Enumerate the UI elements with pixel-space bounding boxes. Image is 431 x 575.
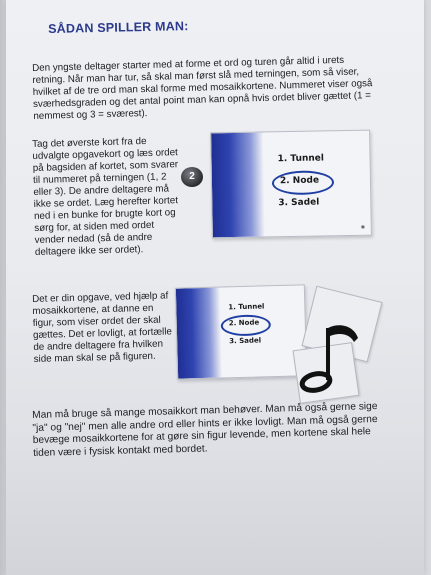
card-word-1: 1. Tunnel bbox=[228, 302, 265, 312]
intro-paragraph: Den yngste deltager starter med at forme et ord og turen går altid i urets retning. Når man har tur, så skal man først slå med terningen, som så viser, hvilket af de tre ord man skal forme med mosaikkortene. Nummeret viser også sværhedsgraden og det antal point man kan opnå hvis ordet bliver gættet (1 = nemmest og 3 = sværest). bbox=[32, 54, 373, 122]
rules-paragraph: Man må bruge så mange mosaikkort man behøver. Man må også gerne sige "ja" og "nej" men alle andre ord eller hints er ikke lovligt. Man må også gerne bevæge mosaikkortene for at gøre sin figur levende, men kortene skal hele tiden være i fysisk kontakt med bordet. bbox=[32, 400, 378, 459]
task-card-illustration-small bbox=[175, 284, 307, 379]
card-gradient-band bbox=[176, 288, 222, 379]
card-word-2: 2. Node bbox=[279, 175, 320, 187]
card-word-2: 2. Node bbox=[228, 318, 260, 328]
instruction-sheet bbox=[6, 0, 424, 575]
card-gradient-band bbox=[211, 132, 265, 237]
card-word-3: 3. Sadel bbox=[229, 336, 262, 346]
dice-label: 2 bbox=[189, 171, 195, 182]
step-build-figure-paragraph: Det er din opgave, ved hjælp af mosaikkortene, at danne en figur, som viser ordet der skal gættes. Det er lovligt, at fortælle de andre deltagere fra hvilken side man skal se på figuren. bbox=[32, 290, 173, 365]
card-corner-mark: ■ bbox=[361, 224, 365, 231]
card-word-3: 3. Sadel bbox=[278, 197, 320, 209]
task-card-illustration-large bbox=[210, 130, 372, 239]
step-draw-card-paragraph: Tag det øverste kort fra de udvalgte opgavekort og læs ordet på bagsiden af kortet, som svarer til nummeret på terningen (1, 2 eller 3). De andre deltagere må ikke se ordet. Læg herefter kortet ned i en bunke for brugte kort og sørg for, at siden med ordet vender nedad (så de andre deltagere ikke ser ordet). bbox=[32, 136, 179, 258]
music-note-icon bbox=[296, 318, 366, 398]
dice-icon bbox=[181, 167, 203, 187]
page-title: SÅDAN SPILLER MAN: bbox=[48, 19, 189, 36]
card-word-1: 1. Tunnel bbox=[277, 153, 325, 165]
